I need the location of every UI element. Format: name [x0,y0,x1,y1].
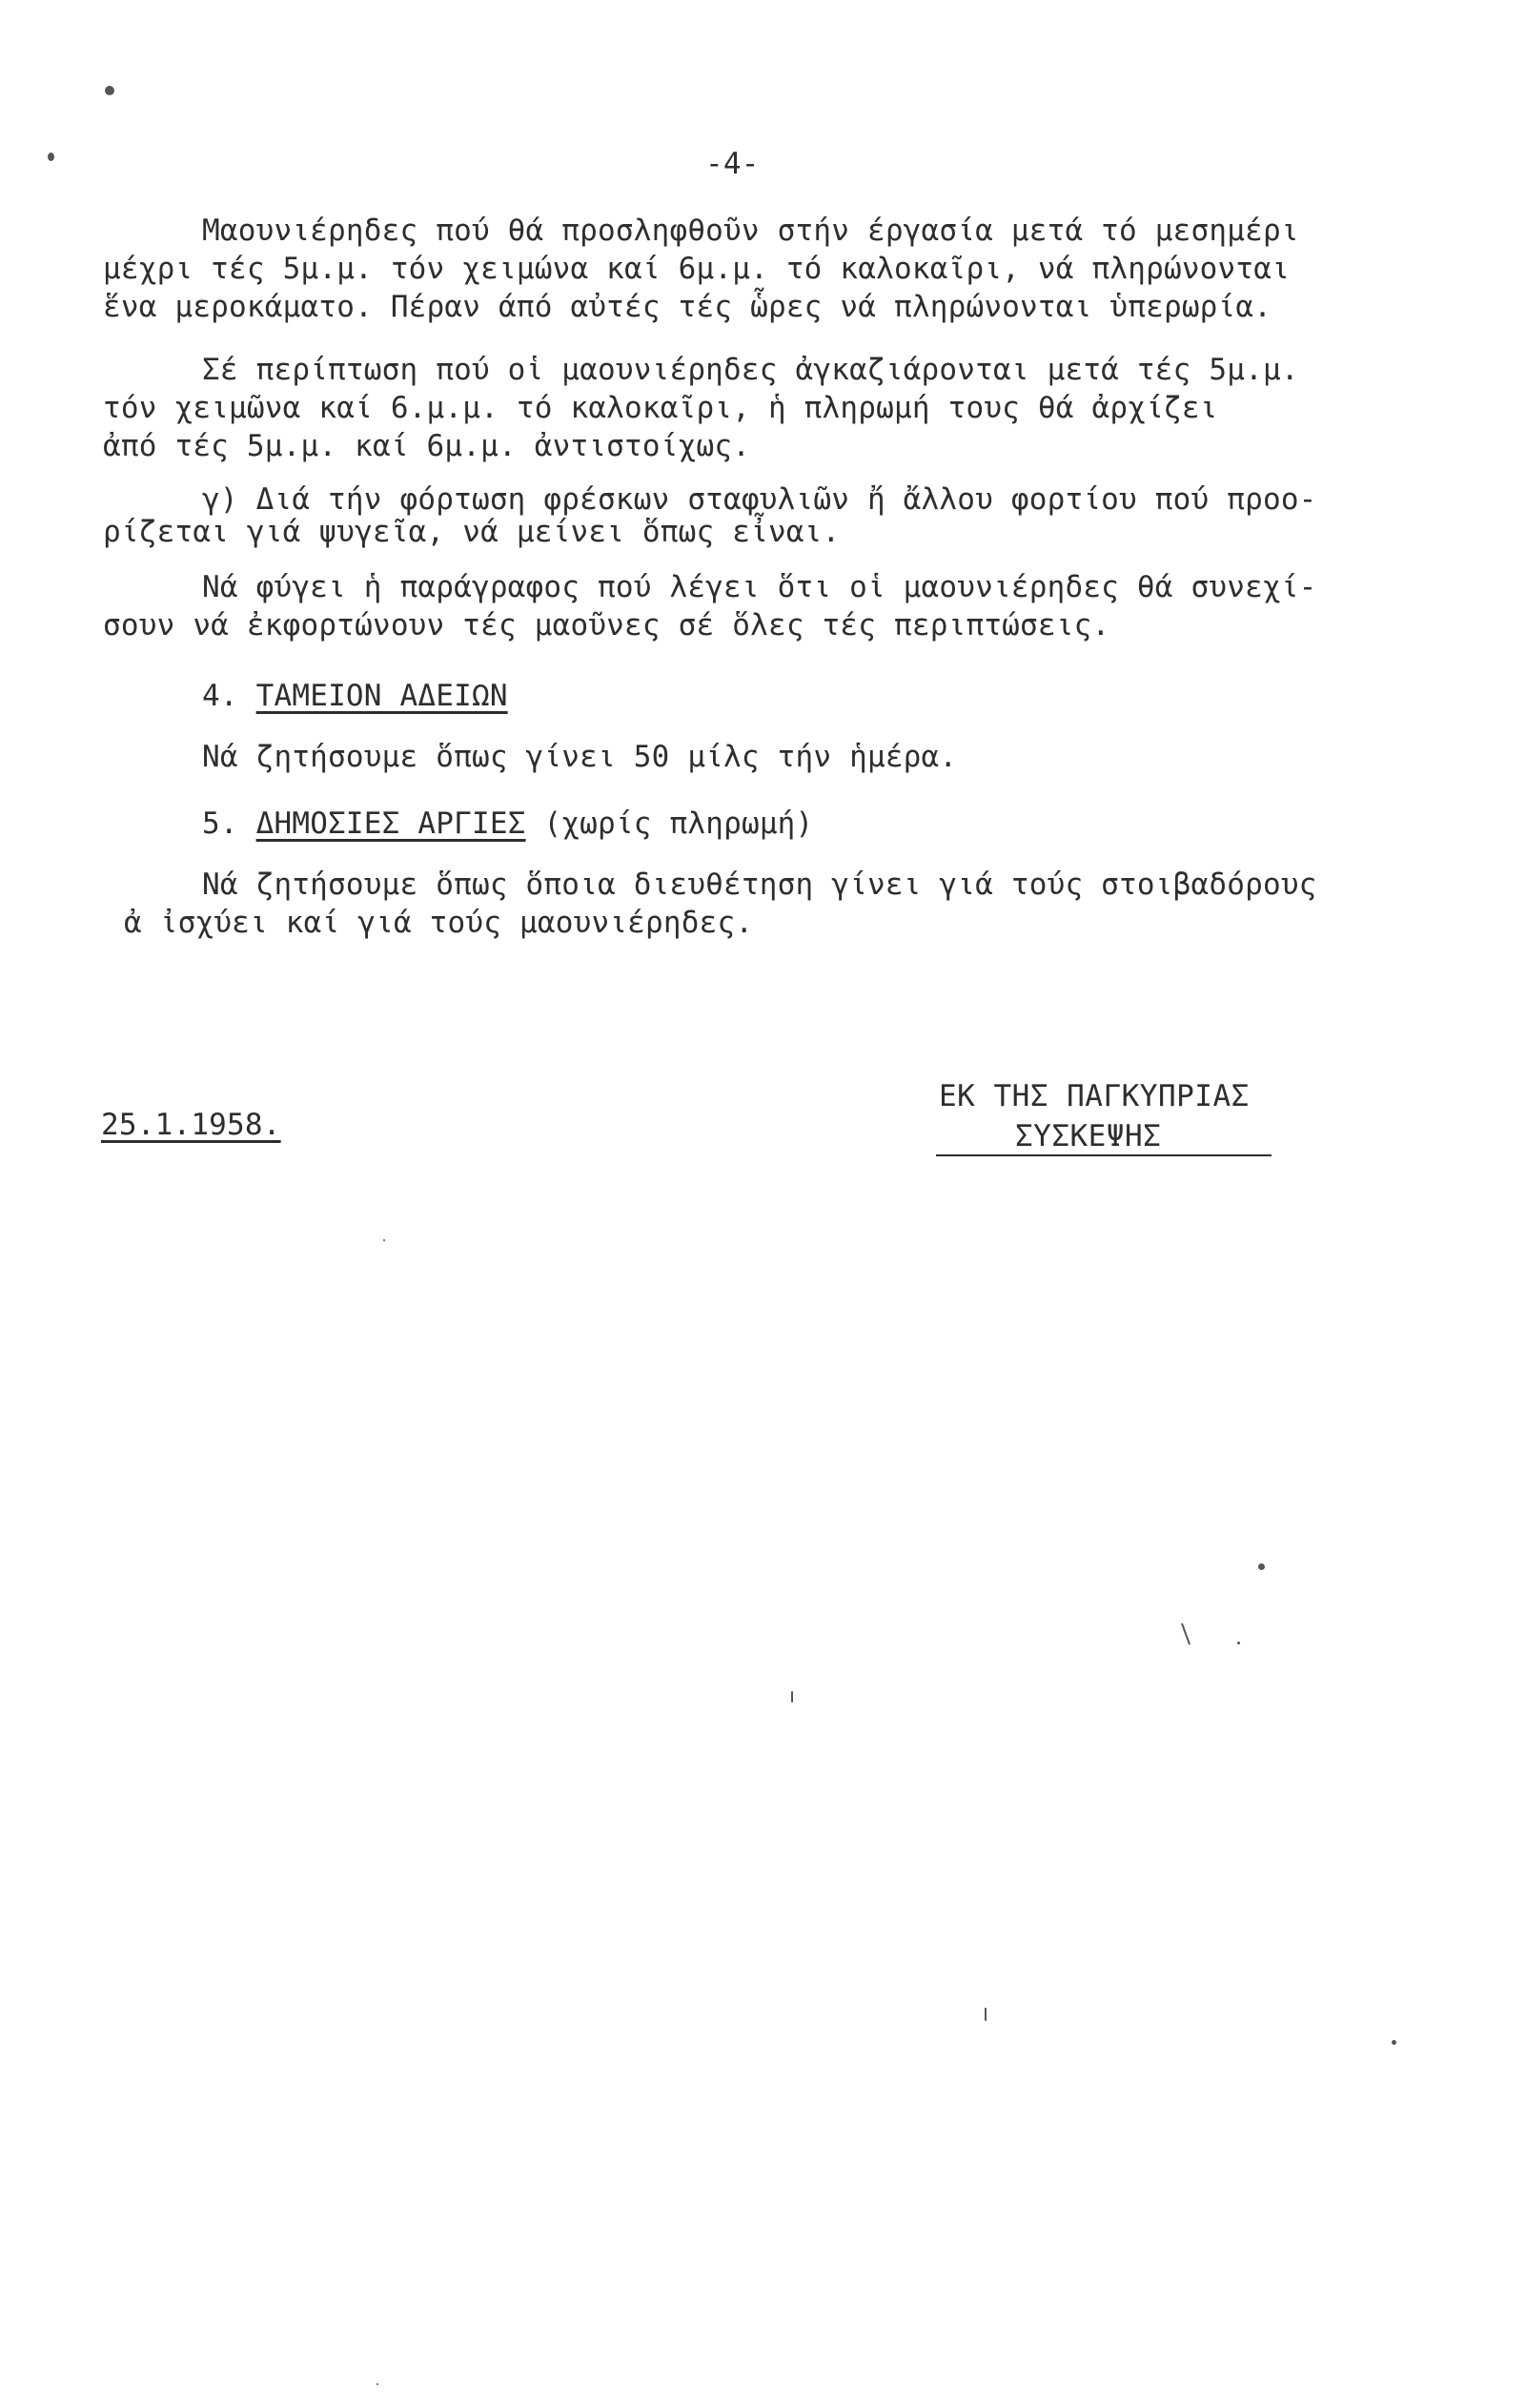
paragraph-3-line-2: ρίζεται γιά ψυγεῖα, νά μείνει ὅπως εἶναι. [103,515,841,549]
scan-speck [383,1239,385,1241]
paragraph-1-line-1: Μαουνιέρηδες πού θά προσληφθοῦν στήν έργασία μετά τό μεσημέρι [202,214,1299,248]
section-5-number: 5. [202,806,238,841]
scan-speck [48,153,54,161]
scan-speck [376,2383,378,2385]
section-5-heading-note: (χωρίς πληρωμή) [543,806,814,841]
paragraph-4-line-1: Νά φύγει ἡ παράγραφος πού λέγει ὅτι οἱ μαουνιέρηδες θά συνεχί- [202,570,1317,604]
section-4-number: 4. [202,679,238,713]
scan-speck [1258,1563,1265,1570]
section-4-heading-line [202,677,508,715]
scan-speck [1392,2040,1396,2045]
paragraph-3-line-1: γ) Διά τήν φόρτωση φρέσκων σταφυλιῶν ἤ ἄλλου φορτίου πού προο- [202,482,1317,517]
document-date: 25.1.1958. [101,1108,281,1142]
page-number: -4- [705,147,760,181]
signature-line-2: ΣΥΣΚΕΨΗΣ [1015,1119,1162,1153]
paragraph-1-line-2: μέχρι τές 5μ.μ. τόν χειμώνα καί 6μ.μ. τό καλοκαῖρι, νά πληρώνονται [103,252,1290,286]
scan-speck [985,2008,987,2021]
paragraph-2-line-2: τόν χειμῶνα καί 6.μ.μ. τό καλοκαῖρι, ἡ πληρωμή τους θά ἀρχίζει [103,391,1218,425]
paragraph-2-line-1: Σέ περίπτωση πού οἱ μαουνιέρηδες ἀγκαζιάρονται μετά τές 5μ.μ. [202,353,1299,387]
section-4-body: Νά ζητήσουμε ὅπως γίνει 50 μίλς τήν ἡμέρα. [202,740,958,774]
section-4-heading: ΤΑΜΕΙΟΝ ΑΔΕΙΩΝ [255,679,508,713]
section-5-heading: ΔΗΜΟΣΙΕΣ ΑΡΓΙΕΣ [255,806,526,841]
scan-speck [1237,1642,1240,1644]
section-5-heading-line [202,805,813,843]
section-5-body-line-1: Νά ζητήσουμε ὅπως ὅποια διευθέτηση γίνει γιά τούς στοιβαδόρους [202,867,1317,902]
paragraph-4-line-2: σουν νά ἐκφορτώνουν τές μαοῦνες σέ ὅλες τές περιπτώσεις. [103,608,1110,643]
scan-speck [791,1691,793,1703]
signature-line-1: ΕΚ ΤΗΣ ΠΑΓΚΥΠΡΙΑΣ [939,1079,1250,1113]
scan-speck [105,86,114,95]
section-5-body-line-2: ἀ ἰσχύει καί γιά τούς μαουνιέρηδες. [124,906,754,940]
paragraph-1-line-3: ἕνα μεροκάματο. Πέραν άπό αὐτές τές ὧρες νά πληρώνονται ὑπερωρία. [103,290,1272,324]
signature-rule [936,1154,1272,1156]
scan-speck [1181,1622,1190,1644]
paragraph-2-line-3: ἀπό τές 5μ.μ. καί 6μ.μ. ἀντιστοίχως. [103,429,751,463]
